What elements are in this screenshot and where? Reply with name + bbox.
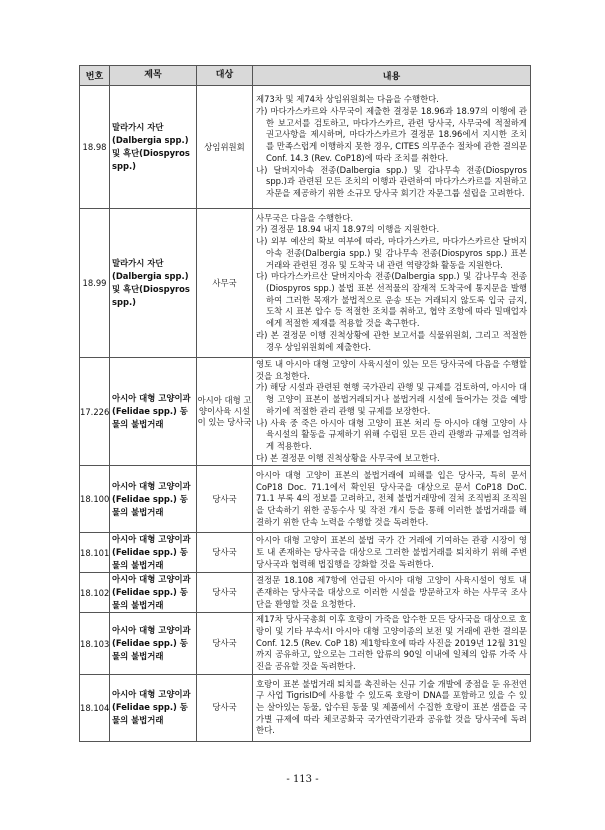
table-row bbox=[80, 573, 531, 613]
decision-content bbox=[253, 358, 531, 466]
content-line: 호랑이 표본 불법거래 퇴치를 촉진하는 신규 기술 개발에 중점을 둔 유전연구 사업 TigrisID에 사용할 수 있도록 호랑이 DNA를 포함하고 있을 수 있는 살아있는 동물, 압수된 동물 및 제품에서 수집한 호랑이 표본 샘플을 국가별 규제에 따라 체코공화국 국가연락기관과 공유할 것을 당사국에 독려한다. bbox=[256, 678, 527, 736]
content-line: 나) 외부 예산의 확보 여부에 따라, 마다가스카르, 마다가스카르산 달버지아속 전종(Dalbergia spp.) 및 감나무속 전종(Diospyros spp.) 표본 거래와 관련된 경유 및 도착국 내 관련 역량강화 활동을 지원한다. bbox=[256, 236, 527, 270]
decision-number: 18.100 bbox=[80, 466, 110, 533]
decision-content bbox=[253, 466, 531, 533]
header-number: 번호 bbox=[80, 66, 110, 86]
table-body bbox=[80, 86, 531, 742]
table-row bbox=[80, 358, 531, 466]
page-number: - 113 - bbox=[286, 774, 319, 785]
decision-title: 아시아 대형 고양이과(Felidae spp.) 동물의 불법거래 bbox=[110, 674, 197, 741]
decision-title: 아시아 대형 고양이과(Felidae spp.) 동물의 불법거래 bbox=[110, 573, 197, 613]
table-row bbox=[80, 86, 531, 209]
decision-title: 아시아 대형 고양이과(Felidae spp.) 동물의 불법거래 bbox=[110, 613, 197, 675]
content-line: 다) 본 결정문 이행 진척상황을 사무국에 보고한다. bbox=[256, 452, 440, 463]
content-line: 나) 달버지아속 전종(Dalbergia spp.) 및 감나무속 전종(Diospyros spp.)과 관련된 모든 조치의 이행과 관련하여 마다가스카르를 지원하고 자문을 제공하기 위한 소규모 당사국 회기간 자문그룹 설립을 고려한다. bbox=[256, 164, 527, 198]
content-line: 사무국은 다음을 수행한다. bbox=[256, 212, 353, 223]
decisions-table bbox=[79, 65, 531, 742]
header-title: 제목 bbox=[110, 66, 197, 86]
content-line: 나) 사육 중 죽은 아시아 대형 고양이 표본 처리 등 아시아 대형 고양이 사육시설의 활동을 규제하기 위해 수립된 모든 관리 관행과 규제를 엄격하게 적용한다. bbox=[256, 417, 527, 451]
decision-title: 말라가시 자단(Dalbergia spp.) 및 흑단(Diospyros spp.) bbox=[110, 86, 197, 209]
table-row bbox=[80, 209, 531, 358]
decision-number: 18.104 bbox=[80, 674, 110, 741]
decision-content bbox=[253, 613, 531, 675]
header-content: 내용 bbox=[253, 66, 531, 86]
content-line: 가) 결정문 18.94 내지 18.97의 이행을 지원한다. bbox=[256, 224, 440, 235]
decision-title: 아시아 대형 고양이과(Felidae spp.) 동물의 불법거래 bbox=[110, 533, 197, 573]
content-line: 아시아 대형 고양이 표본의 불법거래에 피해를 입은 당사국, 특히 문서 CoP18 Doc. 71.1에서 확인된 당사국을 대상으로 문서 CoP18 DoC. 71.1 부록 4의 정보를 고려하고, 전체 불법거래망에 걸쳐 조직범죄 조직원을 단속하기 위한 공동수사 및 작전 개시 등을 통해 이러한 불법거래를 해결하기 위한 단속 노력을 수행할 것을 독려한다. bbox=[256, 470, 527, 527]
content-line: 결정문 18.108 제7항에 언급된 아시아 대형 고양이 사육시설이 영토 내 존재하는 당사국을 대상으로 이러한 시설을 방문하고자 하는 사무국 조사단을 환영할 것을 요청한다. bbox=[256, 575, 527, 609]
table-row bbox=[80, 674, 531, 741]
decision-title: 아시아 대형 고양이과(Felidae spp.) 동물의 불법거래 bbox=[110, 358, 197, 466]
table-row bbox=[80, 533, 531, 573]
content-line: 가) 해당 시설과 관련된 현행 국가관리 관행 및 규제를 검토하여, 아시아 대형 고양이 표본이 불법거래되거나 불법거래 시설에 들어가는 것을 예방하기에 적절한 관리 관행 및 규제를 보장한다. bbox=[256, 382, 527, 416]
table-row bbox=[80, 613, 531, 675]
decision-target: 사무국 bbox=[197, 209, 253, 358]
decision-target: 당사국 bbox=[197, 573, 253, 613]
decision-number: 18.102 bbox=[80, 573, 110, 613]
decision-target: 상임위원회 bbox=[197, 86, 253, 209]
decision-number: 18.99 bbox=[80, 209, 110, 358]
content-line: 영토 내 아시아 대형 고양이 사육시설이 있는 모든 당사국에 다음을 수행할 것을 요청한다. bbox=[256, 359, 527, 381]
decision-target: 당사국 bbox=[197, 613, 253, 675]
decision-target: 아시아 대형 고양이사육 시설이 있는 당사국 bbox=[197, 358, 253, 466]
header-target: 대상 bbox=[197, 66, 253, 86]
decision-target: 당사국 bbox=[197, 533, 253, 573]
decision-target: 당사국 bbox=[197, 466, 253, 533]
decision-number: 18.103 bbox=[80, 613, 110, 675]
content-line: 라) 본 결정문 이행 진척상황에 관한 보고서를 식물위원회, 그리고 적절한 경우 상임위원회에 제출한다. bbox=[256, 329, 527, 352]
decision-content bbox=[253, 86, 531, 209]
decision-title: 아시아 대형 고양이과(Felidae spp.) 동물의 불법거래 bbox=[110, 466, 197, 533]
table-row bbox=[80, 466, 531, 533]
decision-number: 18.98 bbox=[80, 86, 110, 209]
decision-content bbox=[253, 209, 531, 358]
decision-number: 17.226 bbox=[80, 358, 110, 466]
decision-content bbox=[253, 533, 531, 573]
content-line: 제17차 당사국총회 이후 호랑이 가죽을 압수한 모든 당사국을 대상으로 호랑이 및 기타 부속서Ⅰ 아시아 대형 고양이종의 보전 및 거래에 관한 결의문 Conf. 12.5 (Rev. CoP 18) 제1항타호에 따라 사진을 2019년 12월 31일까지 공유하고, 앞으로는 그러한 압류의 90일 이내에 일체의 압류 가죽 사진을 공유할 것을 독려한다. bbox=[256, 614, 527, 672]
decision-title: 말라가시 자단(Dalbergia spp.) 및 흑단(Diospyros spp.) bbox=[110, 209, 197, 358]
content-line: 가) 마다가스카르와 사무국이 제출한 결정문 18.96과 18.97의 이행에 관한 보고서를 검토하고, 마다가스카르, 관련 당사국, 사무국에 적절하게 권고사항을 제시하며, 마다가스카르가 결정문 18.96에서 지시한 조치를 만족스럽게 이행하지 못한 경우, CITES 의무준수 절차에 관한 결의문 Conf. 14.3 (Rev. CoP18)에 따라 조치를 취한다. bbox=[256, 106, 528, 163]
decision-content bbox=[253, 674, 531, 741]
table-header-row bbox=[80, 66, 531, 86]
content-line: 다) 마다가스카르산 달버지아속 전종(Dalbergia spp.) 및 감나무속 전종(Diospyros spp.) 불법 표본 선적물의 잠재적 도착국에 통지문을 발행하여 그러한 목재가 불법적으로 운송 또는 거래되지 않도록 입국 금지, 도착 시 표본 압수 등 적절한 조치를 취하고, 협약 조항에 따라 밀매업자에게 적절한 제재를 적용할 것을 촉구한다. bbox=[256, 271, 527, 329]
content-line: 아시아 대형 고양이 표본의 불법 국가 간 거래에 기여하는 관광 시장이 영토 내 존재하는 당사국을 대상으로 그러한 불법거래를 퇴치하기 위해 주변 당사국과 협력해 법집행을 강화할 것을 독려한다. bbox=[256, 535, 527, 569]
decision-number: 18.101 bbox=[80, 533, 110, 573]
decision-target: 당사국 bbox=[197, 674, 253, 741]
decision-content bbox=[253, 573, 531, 613]
content-line: 제73차 및 제74차 상임위원회는 다음을 수행한다. bbox=[256, 94, 439, 105]
